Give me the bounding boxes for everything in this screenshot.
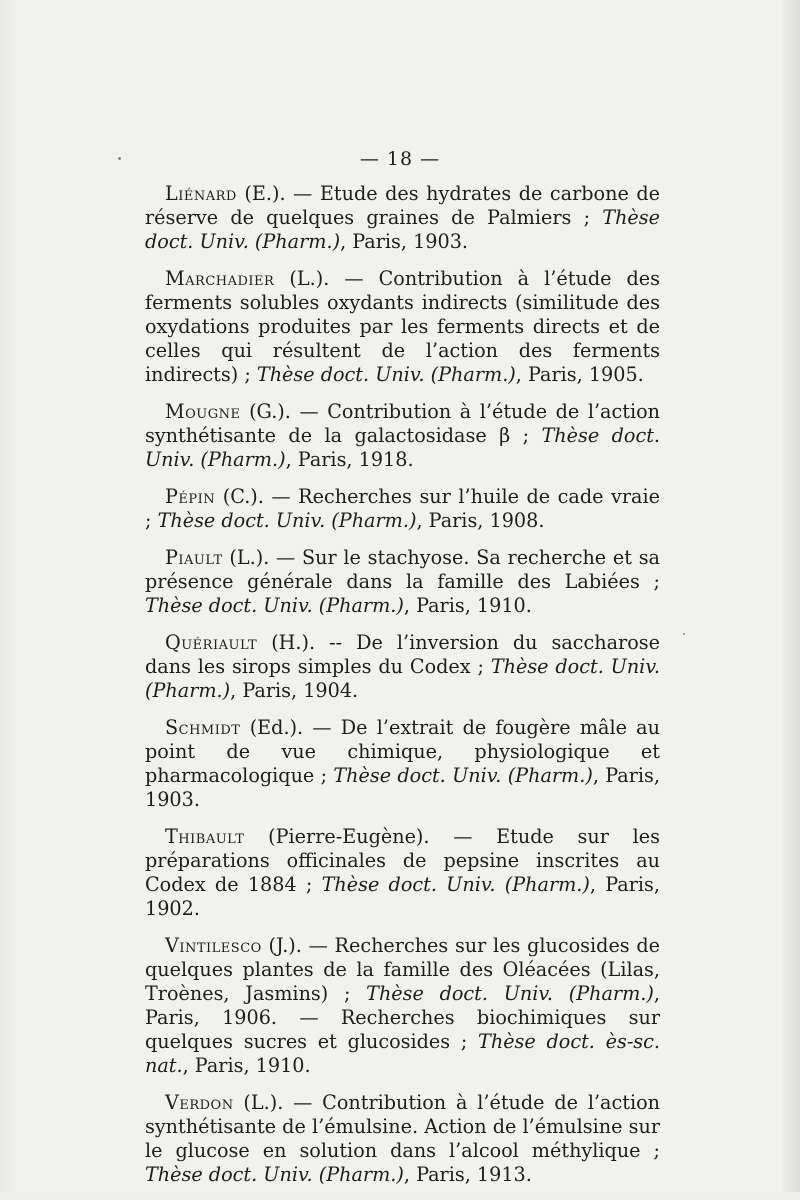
entry-description: — Contribution à l’étude des ferments solubles oxydants indirects (similitude des oxydations produites par les ferments directs et de celles qui résultent de l’action des ferments indirects) ; — [145, 267, 660, 386]
bibliography-entry — [145, 825, 660, 921]
entry-description: — Recherches sur l’huile de cade vraie ; — [145, 485, 660, 532]
entry-initials: (L.). — [274, 267, 330, 290]
entry-description: — Contribution à l’étude de l’action synthétisante de l’émulsine. Action de l’émulsine sur le glucose en solution dans l’alcool méthylique ; — [145, 1091, 660, 1162]
entry-description: — De l’extrait de fougère mâle au point de vue chimique, physiologique et pharmacologique ; — [145, 716, 660, 787]
bibliography-list — [145, 182, 660, 1200]
entry-author: Quériault — [165, 631, 258, 654]
entry-publication: Thèse doct. Univ. (Pharm.) — [157, 509, 417, 532]
entry-place-year-2: , Paris, 1910. — [182, 1054, 311, 1077]
entry-description: — Contribution à l’étude de l’action synthétisante de la galactosidase β ; — [145, 400, 660, 447]
entry-description: — Etude des hydrates de carbone de réserve de quelques graines de Palmiers ; — [145, 182, 660, 229]
entry-place-year: , Paris, 1908. — [416, 509, 545, 532]
entry-initials: (Pierre-Eugène). — [244, 825, 430, 848]
entry-place-year: , Paris, 1918. — [285, 448, 414, 471]
entry-author: Schmidt — [165, 716, 241, 739]
entry-publication: Thèse doct. Univ. (Pharm.) — [256, 363, 516, 386]
bibliography-entry — [145, 716, 660, 812]
entry-author: Piault — [165, 546, 223, 569]
entry-publication: Thèse doct. Univ. (Pharm.) — [366, 982, 654, 1005]
bibliography-entry — [145, 546, 660, 618]
bibliography-entry — [145, 400, 660, 472]
entry-place-year: , Paris, 1906. — Recherches biochimiques sur quelques sucres et glucosides ; — [145, 982, 660, 1053]
bibliography-entry — [145, 267, 660, 387]
entry-initials: (L.). — [222, 546, 270, 569]
entry-publication: Thèse doct. Univ. (Pharm.) — [145, 424, 660, 471]
entry-publication: Thèse doct. Univ. (Pharm.) — [145, 655, 660, 702]
entry-author: Thibault — [165, 825, 245, 848]
entry-place-year: , Paris, 1903. — [340, 230, 469, 253]
entry-author: Mougne — [165, 400, 241, 423]
entry-publication: Thèse doct. Univ. (Pharm.) — [321, 873, 590, 896]
entry-publication: Thèse doct. Univ. (Pharm.) — [145, 594, 404, 617]
entry-place-year: , Paris, 1913. — [403, 1163, 532, 1186]
entry-publication: Thèse doct. Univ. (Pharm.) — [145, 1163, 404, 1186]
page-number: — 18 — — [359, 148, 441, 170]
entry-publication: Thèse doct. Univ. (Pharm.) — [145, 206, 660, 253]
entry-publication-2: Thèse doct. ès-sc. nat. — [145, 1030, 660, 1077]
entry-author: Verdon — [165, 1091, 234, 1114]
entry-place-year: , Paris, 1902. — [145, 873, 660, 920]
entry-description: — Sur le stachyose. Sa recherche et sa présence générale dans la famille des Labiées ; — [145, 546, 660, 593]
entry-author: Liénard — [165, 182, 237, 205]
entry-place-year: , Paris, 1910. — [403, 594, 532, 617]
bibliography-entry — [145, 631, 660, 703]
entry-initials: (Ed.). — [240, 716, 304, 739]
entry-initials: (C.). — [215, 485, 264, 508]
entry-initials: (H.). — [257, 631, 316, 654]
entry-description: — Recherches sur les glucosides de quelques plantes de la famille des Oléacées (Lilas, Troènes, Jasmins) ; — [145, 934, 660, 1005]
entry-description: -- De l’inversion du saccharose dans les sirops simples du Codex ; — [145, 631, 660, 678]
entry-description: — Etude sur les préparations officinales de pepsine inscrites au Codex de 1884 ; — [145, 825, 660, 896]
paper-speck — [683, 633, 685, 635]
entry-place-year: , Paris, 1903. — [145, 764, 660, 811]
entry-publication: Thèse doct. Univ. (Pharm.) — [333, 764, 593, 787]
entry-initials: (J.). — [261, 934, 302, 957]
entry-place-year: , Paris, 1904. — [230, 679, 359, 702]
bibliography-entry — [145, 485, 660, 533]
entry-author: Vintilesco — [165, 934, 262, 957]
entry-initials: (G.). — [240, 400, 291, 423]
entry-author: Marchadier — [165, 267, 275, 290]
bibliography-entry — [145, 1091, 660, 1187]
entry-initials: (L.). — [233, 1091, 284, 1114]
entry-author: Pépin — [165, 485, 216, 508]
entry-initials: (E.). — [236, 182, 286, 205]
entry-place-year: , Paris, 1905. — [515, 363, 644, 386]
bibliography-entry — [145, 934, 660, 1078]
bibliography-entry — [145, 182, 660, 254]
